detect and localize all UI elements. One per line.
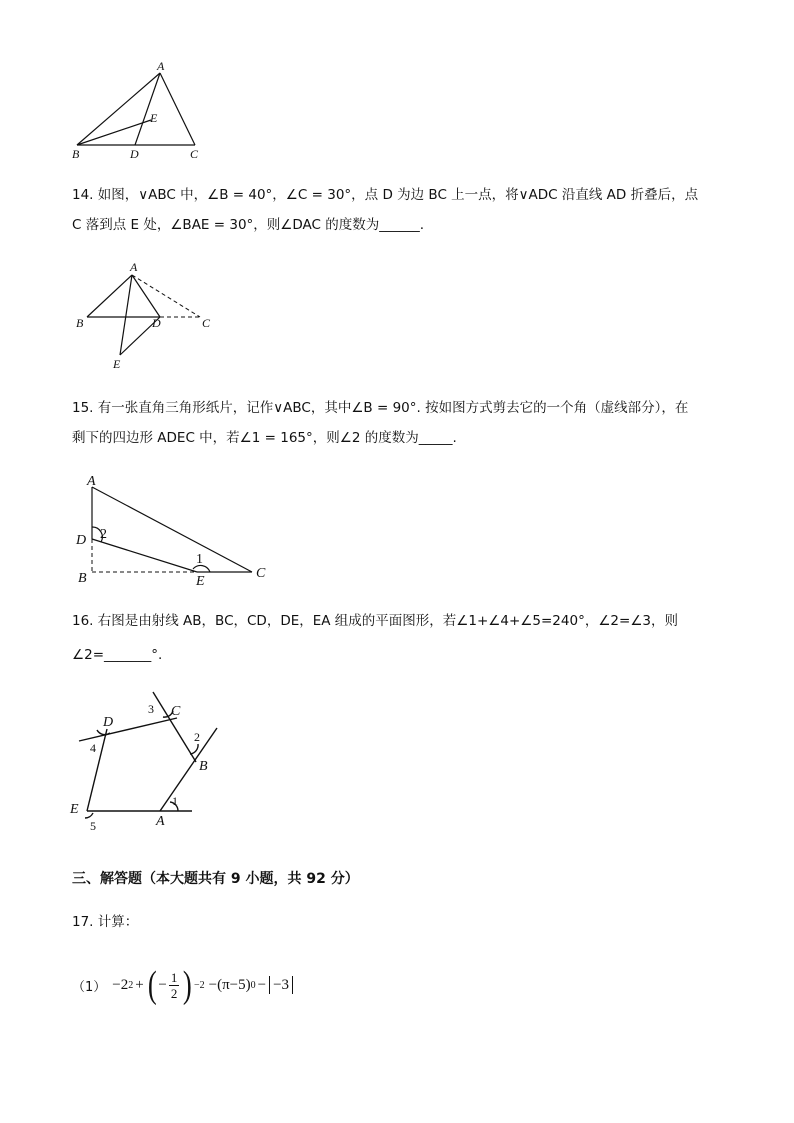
- figure-q16: [65, 685, 235, 840]
- paren-exponent: −2: [194, 979, 205, 991]
- label-e: E: [70, 802, 79, 817]
- question-14-line-1: 14. 如图，∨ABC 中，∠B = 40°，∠C = 30°，点 D 为边 BC 上一点，将∨ADC 沿直线 AD 折叠后，点: [72, 187, 699, 203]
- term-3-exponent: 0: [250, 979, 256, 991]
- term-1: −2: [112, 976, 129, 993]
- question-14-line-2: C 落到点 E 处，∠BAE = 30°，则∠DAC 的度数为______.: [72, 217, 425, 233]
- minus-sign: −: [257, 976, 267, 993]
- section-heading: 三、解答题（本大题共有 9 小题，共 92 分）: [72, 871, 359, 887]
- angle-2-label: 2: [100, 527, 107, 542]
- label-e: E: [150, 111, 158, 125]
- label-a: A: [156, 814, 165, 829]
- term-3: −(π−5): [208, 976, 251, 993]
- term-1-exponent: 2: [128, 979, 134, 991]
- fraction: [169, 970, 180, 1001]
- question-15-line-2: 剩下的四边形 ADEC 中，若∠1 = 165°，则∠2 的度数为_____.: [72, 430, 457, 446]
- angle-2-label: 2: [194, 730, 200, 744]
- question-15-line-1: 15. 有一张直角三角形纸片，记作∨ABC，其中∠B = 90°. 按如图方式剪去它的一个角（虚线部分），在: [72, 400, 689, 416]
- label-c: C: [190, 147, 199, 161]
- absolute-value: −3: [269, 976, 293, 994]
- label-e: E: [113, 357, 121, 371]
- angle-5-label: 5: [90, 819, 96, 833]
- question-17-title: 17. 计算：: [72, 914, 139, 930]
- label-d: D: [152, 316, 161, 330]
- label-c: C: [202, 316, 211, 330]
- figure-q13: [60, 60, 240, 165]
- right-paren: ): [183, 964, 193, 1006]
- label-b: B: [76, 316, 84, 330]
- label-a: A: [130, 260, 138, 274]
- label-c: C: [256, 566, 266, 581]
- fraction-denominator: 2: [170, 985, 178, 1001]
- angle-1-label: 1: [172, 794, 178, 808]
- sub-question-label: （1）: [72, 979, 107, 995]
- label-b: B: [78, 571, 87, 586]
- left-paren: (: [147, 964, 157, 1006]
- label-c: C: [171, 704, 181, 719]
- label-b: B: [199, 759, 208, 774]
- label-a: A: [157, 59, 165, 73]
- figure-q15: [70, 465, 280, 590]
- fraction-numerator: 1: [170, 969, 178, 985]
- question-16-line-2: ∠2=_______°.: [72, 647, 163, 663]
- figure-q14: [70, 255, 230, 375]
- label-d: D: [76, 533, 87, 548]
- question-16-line-1: 16. 右图是由射线 AB，BC，CD，DE，EA 组成的平面图形，若∠1+∠4+∠5=240°，∠2=∠3，则: [72, 613, 679, 629]
- question-17-expression: [72, 960, 293, 1010]
- plus-sign: +: [135, 976, 144, 993]
- label-d: D: [130, 147, 139, 161]
- angle-4-label: 4: [90, 741, 96, 755]
- angle-1-label: 1: [196, 552, 203, 567]
- label-a: A: [87, 474, 96, 489]
- angle-3-label: 3: [148, 702, 154, 716]
- fraction-sign: −: [158, 976, 167, 993]
- label-e: E: [196, 574, 205, 589]
- label-b: B: [72, 147, 80, 161]
- label-d: D: [103, 715, 114, 730]
